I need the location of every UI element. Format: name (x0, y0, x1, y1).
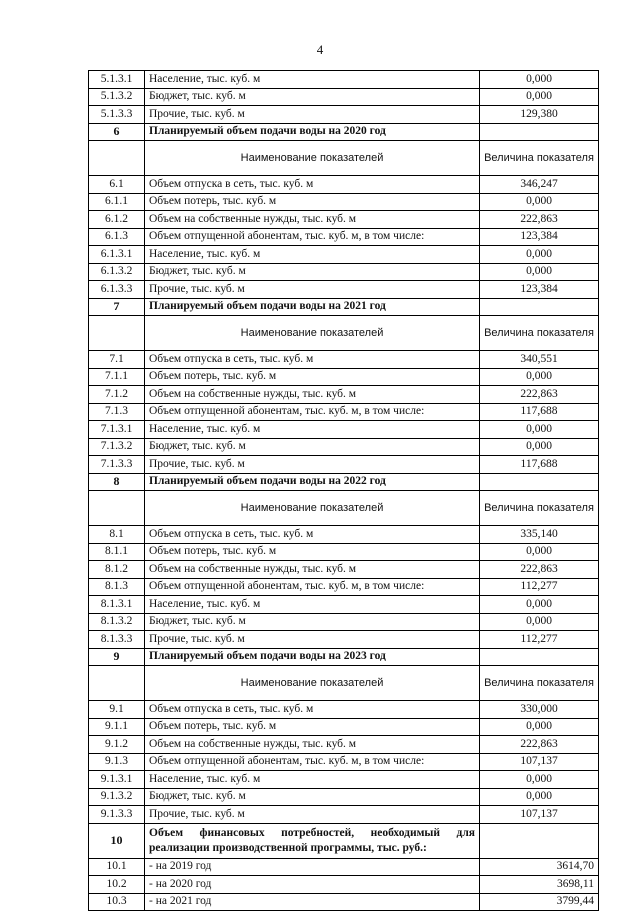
row-number: 10.3 (89, 893, 145, 911)
row-number: 10.2 (89, 876, 145, 894)
finance-section-row (89, 823, 599, 858)
empty-cell (480, 823, 599, 858)
section-number: 6 (89, 123, 145, 141)
table-row (89, 736, 599, 754)
table-row (89, 613, 599, 631)
table-row (89, 403, 599, 421)
water-supply-table (88, 70, 599, 911)
table-row (89, 263, 599, 281)
empty-cell (480, 123, 599, 141)
column-header-name: Наименование показателей (145, 666, 480, 701)
empty-cell (89, 491, 145, 526)
indicator-name: Бюджет, тыс. куб. м (145, 263, 480, 281)
table-row (89, 106, 599, 124)
table-row (89, 281, 599, 299)
table-row (89, 858, 599, 876)
indicator-value: 117,688 (480, 456, 599, 474)
row-number: 8.1.3.3 (89, 631, 145, 649)
indicator-name: Прочие, тыс. куб. м (145, 281, 480, 299)
column-header-row (89, 491, 599, 526)
row-number: 10.1 (89, 858, 145, 876)
indicator-name: Объем потерь, тыс. куб. м (145, 193, 480, 211)
table-row (89, 351, 599, 369)
indicator-name: Прочие, тыс. куб. м (145, 631, 480, 649)
indicator-value: 107,137 (480, 806, 599, 824)
column-header-value: Величина показателя (480, 666, 599, 701)
indicator-value: 340,551 (480, 351, 599, 369)
section-title: Объем финансовых потребностей, необходимый для реализации производственной программы, тыс. руб.: (145, 823, 480, 858)
table-row (89, 228, 599, 246)
indicator-value: 117,688 (480, 403, 599, 421)
indicator-name: Бюджет, тыс. куб. м (145, 613, 480, 631)
indicator-value: 0,000 (480, 368, 599, 386)
indicator-value: 123,384 (480, 281, 599, 299)
table-row (89, 561, 599, 579)
indicator-value: 222,863 (480, 561, 599, 579)
section-number: 7 (89, 298, 145, 316)
row-number: 7.1.1 (89, 368, 145, 386)
section-row (89, 473, 599, 491)
row-number: 8.1.3.1 (89, 596, 145, 614)
empty-cell (480, 648, 599, 666)
table-row (89, 631, 599, 649)
indicator-value: 0,000 (480, 788, 599, 806)
row-number: 9.1.3.2 (89, 788, 145, 806)
empty-cell (89, 316, 145, 351)
indicator-name: - на 2019 год (145, 858, 480, 876)
table-row (89, 438, 599, 456)
indicator-name: Объем потерь, тыс. куб. м (145, 718, 480, 736)
indicator-value: 0,000 (480, 71, 599, 89)
empty-cell (89, 666, 145, 701)
indicator-value: 0,000 (480, 263, 599, 281)
table-row (89, 211, 599, 229)
indicator-name: Объем отпущенной абонентам, тыс. куб. м, в том числе: (145, 753, 480, 771)
row-number: 6.1.3.2 (89, 263, 145, 281)
row-number: 7.1.3.1 (89, 421, 145, 439)
table-body (89, 71, 599, 911)
row-number: 7.1.3.2 (89, 438, 145, 456)
row-number: 6.1.1 (89, 193, 145, 211)
indicator-name: Объем потерь, тыс. куб. м (145, 543, 480, 561)
indicator-value: 0,000 (480, 438, 599, 456)
indicator-value: 123,384 (480, 228, 599, 246)
indicator-value: 0,000 (480, 88, 599, 106)
row-number: 8.1 (89, 526, 145, 544)
indicator-name: - на 2021 год (145, 893, 480, 911)
indicator-name: Население, тыс. куб. м (145, 71, 480, 89)
column-header-value: Величина показателя (480, 491, 599, 526)
indicator-value: 0,000 (480, 596, 599, 614)
page-number: 4 (316, 42, 324, 57)
column-header-row (89, 141, 599, 176)
table-row (89, 718, 599, 736)
indicator-value: 222,863 (480, 736, 599, 754)
row-number: 6.1.2 (89, 211, 145, 229)
indicator-value: 346,247 (480, 176, 599, 194)
section-title: Планируемый объем подачи воды на 2023 год (145, 648, 480, 666)
row-number: 5.1.3.2 (89, 88, 145, 106)
section-number: 10 (89, 823, 145, 858)
row-number: 8.1.1 (89, 543, 145, 561)
indicator-value: 222,863 (480, 386, 599, 404)
indicator-name: Объем потерь, тыс. куб. м (145, 368, 480, 386)
column-header-name: Наименование показателей (145, 491, 480, 526)
table-row (89, 788, 599, 806)
indicator-name: Объем на собственные нужды, тыс. куб. м (145, 561, 480, 579)
table-row (89, 193, 599, 211)
indicator-value: 112,277 (480, 631, 599, 649)
indicator-name: Бюджет, тыс. куб. м (145, 788, 480, 806)
table-row (89, 88, 599, 106)
indicator-name: Объем отпущенной абонентам, тыс. куб. м, в том числе: (145, 403, 480, 421)
indicator-value: 0,000 (480, 246, 599, 264)
row-number: 9.1.2 (89, 736, 145, 754)
indicator-name: Объем отпуска в сеть, тыс. куб. м (145, 351, 480, 369)
row-number: 8.1.3.2 (89, 613, 145, 631)
column-header-name: Наименование показателей (145, 316, 480, 351)
table-row (89, 526, 599, 544)
indicator-value: 222,863 (480, 211, 599, 229)
indicator-value: 3698,11 (480, 876, 599, 894)
row-number: 9.1 (89, 701, 145, 719)
row-number: 9.1.3 (89, 753, 145, 771)
column-header-value: Величина показателя (480, 141, 599, 176)
table-row (89, 386, 599, 404)
indicator-value: 0,000 (480, 771, 599, 789)
empty-cell (480, 298, 599, 316)
row-number: 7.1.2 (89, 386, 145, 404)
column-header-row (89, 666, 599, 701)
row-number: 9.1.1 (89, 718, 145, 736)
table-row (89, 701, 599, 719)
table-row (89, 456, 599, 474)
row-number: 6.1.3.3 (89, 281, 145, 299)
row-number: 5.1.3.1 (89, 71, 145, 89)
indicator-name: Объем на собственные нужды, тыс. куб. м (145, 211, 480, 229)
indicator-value: 3614,70 (480, 858, 599, 876)
table-row (89, 753, 599, 771)
indicator-name: Население, тыс. куб. м (145, 596, 480, 614)
row-number: 8.1.2 (89, 561, 145, 579)
section-title: Планируемый объем подачи воды на 2020 год (145, 123, 480, 141)
row-number: 5.1.3.3 (89, 106, 145, 124)
table-row (89, 176, 599, 194)
indicator-name: Объем отпуска в сеть, тыс. куб. м (145, 701, 480, 719)
empty-cell (480, 473, 599, 491)
section-title: Планируемый объем подачи воды на 2022 год (145, 473, 480, 491)
indicator-value: 0,000 (480, 718, 599, 736)
indicator-name: Прочие, тыс. куб. м (145, 806, 480, 824)
row-number: 7.1 (89, 351, 145, 369)
row-number: 9.1.3.3 (89, 806, 145, 824)
indicator-value: 129,380 (480, 106, 599, 124)
table-row (89, 893, 599, 911)
indicator-name: Прочие, тыс. куб. м (145, 456, 480, 474)
table-row (89, 543, 599, 561)
indicator-value: 0,000 (480, 543, 599, 561)
row-number: 7.1.3 (89, 403, 145, 421)
table-row (89, 71, 599, 89)
indicator-name: Бюджет, тыс. куб. м (145, 438, 480, 456)
indicator-name: Объем отпуска в сеть, тыс. куб. м (145, 176, 480, 194)
table-row (89, 421, 599, 439)
indicator-name: Прочие, тыс. куб. м (145, 106, 480, 124)
table-row (89, 596, 599, 614)
indicator-name: Население, тыс. куб. м (145, 771, 480, 789)
row-number: 8.1.3 (89, 578, 145, 596)
indicator-value: 0,000 (480, 421, 599, 439)
column-header-name: Наименование показателей (145, 141, 480, 176)
indicator-value: 330,000 (480, 701, 599, 719)
section-number: 8 (89, 473, 145, 491)
indicator-value: 3799,44 (480, 893, 599, 911)
table-row (89, 771, 599, 789)
indicator-value: 112,277 (480, 578, 599, 596)
table-row (89, 246, 599, 264)
table-row (89, 806, 599, 824)
section-number: 9 (89, 648, 145, 666)
row-number: 9.1.3.1 (89, 771, 145, 789)
indicator-name: Объем отпущенной абонентам, тыс. куб. м, в том числе: (145, 228, 480, 246)
table-row (89, 368, 599, 386)
row-number: 7.1.3.3 (89, 456, 145, 474)
indicator-name: Объем на собственные нужды, тыс. куб. м (145, 736, 480, 754)
empty-cell (89, 141, 145, 176)
row-number: 6.1 (89, 176, 145, 194)
table-row (89, 876, 599, 894)
row-number: 6.1.3 (89, 228, 145, 246)
indicator-value: 0,000 (480, 613, 599, 631)
indicator-name: Население, тыс. куб. м (145, 421, 480, 439)
indicator-name: Бюджет, тыс. куб. м (145, 88, 480, 106)
indicator-name: Объем отпуска в сеть, тыс. куб. м (145, 526, 480, 544)
row-number: 6.1.3.1 (89, 246, 145, 264)
indicator-value: 107,137 (480, 753, 599, 771)
indicator-name: Объем на собственные нужды, тыс. куб. м (145, 386, 480, 404)
column-header-row (89, 316, 599, 351)
section-row (89, 123, 599, 141)
section-row (89, 298, 599, 316)
indicator-name: Объем отпущенной абонентам, тыс. куб. м, в том числе: (145, 578, 480, 596)
indicator-value: 0,000 (480, 193, 599, 211)
column-header-value: Величина показателя (480, 316, 599, 351)
table-row (89, 578, 599, 596)
section-row (89, 648, 599, 666)
section-title: Планируемый объем подачи воды на 2021 год (145, 298, 480, 316)
indicator-name: Население, тыс. куб. м (145, 246, 480, 264)
indicator-value: 335,140 (480, 526, 599, 544)
indicator-name: - на 2020 год (145, 876, 480, 894)
